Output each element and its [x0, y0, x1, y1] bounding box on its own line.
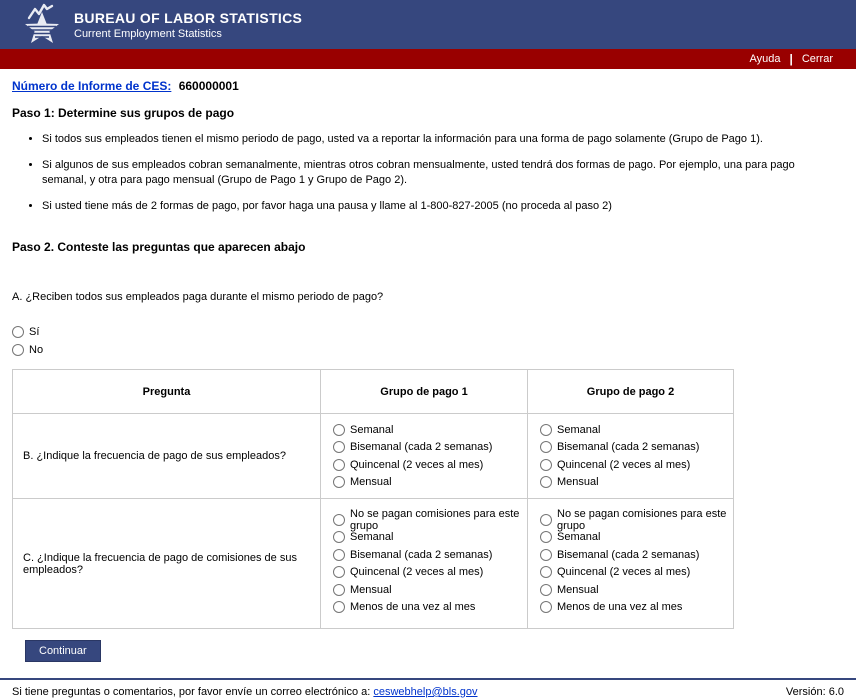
group1-b-options: [321, 414, 528, 499]
radio-label: No se pagan comisiones para este grupo: [557, 507, 727, 532]
radio-label: Bisemanal (cada 2 semanas): [350, 548, 493, 561]
radio-label: Quincenal (2 veces al mes): [350, 566, 484, 579]
radio-label: Bisemanal (cada 2 semanas): [350, 441, 493, 454]
col-header-grupo2: Grupo de pago 2: [528, 370, 734, 414]
radio-g1-c-menos[interactable]: [333, 601, 345, 613]
bullet-item: • Si todos sus empleados tienen el mismo periodo de pago, usted va a reportar la información para una forma de pago solamente (Grupo de Pago 1).: [42, 132, 844, 147]
top-nav-bar: [0, 49, 856, 69]
question-b-label: B. ¿Indique la frecuencia de pago de sus empleados?: [13, 414, 321, 499]
radio-option: [333, 507, 523, 532]
footer-contact-text: Si tiene preguntas o comentarios, por favor envíe un correo electrónico a:: [12, 686, 371, 698]
page-subtitle: Current Employment Statistics: [74, 27, 222, 40]
bullet-item: • Si usted tiene más de 2 formas de pago, por favor haga una pausa y llame al 1-800-827-2005 (no proceda al paso 2): [42, 199, 844, 214]
radio-g1-b-mensual[interactable]: [333, 476, 345, 488]
radio-label: Mensual: [350, 583, 392, 596]
radio-option: [540, 507, 729, 532]
radio-g1-c-bisemanal[interactable]: [333, 549, 345, 561]
radio-label: No se pagan comisiones para este grupo: [350, 507, 520, 532]
table-row-c: [13, 499, 734, 629]
group2-c-options: [528, 499, 734, 629]
radio-option: [540, 439, 729, 457]
page-footer: [0, 680, 856, 698]
radio-option: [333, 421, 523, 439]
radio-label: Quincenal (2 veces al mes): [557, 566, 691, 579]
radio-label: Menos de una vez al mes: [350, 601, 476, 614]
radio-label: Quincenal (2 veces al mes): [557, 458, 691, 471]
radio-option: [540, 546, 729, 564]
radio-label: Semanal: [350, 531, 394, 544]
radio-g2-b-bisemanal[interactable]: [540, 441, 552, 453]
radio-option: [333, 456, 523, 474]
radio-option-no: [12, 344, 844, 356]
radio-option: [333, 439, 523, 457]
col-header-grupo1: Grupo de pago 1: [321, 370, 528, 414]
radio-no-label: No: [29, 344, 44, 356]
page-title: BUREAU OF LABOR STATISTICS: [74, 9, 303, 26]
group1-c-options: [321, 499, 528, 629]
radio-label: Bisemanal (cada 2 semanas): [557, 441, 700, 454]
report-line: [12, 79, 844, 93]
radio-label: Mensual: [557, 476, 599, 489]
radio-si[interactable]: [12, 326, 24, 338]
main-content: [0, 69, 856, 662]
paso1-bullet-list: [12, 132, 844, 214]
radio-label: Mensual: [350, 476, 392, 489]
table-header-row: [13, 370, 734, 414]
radio-option: [333, 581, 523, 599]
radio-g2-c-menos[interactable]: [540, 601, 552, 613]
radio-label: Menos de una vez al mes: [557, 601, 683, 614]
continuar-button[interactable]: Continuar: [25, 640, 101, 662]
col-header-pregunta: Pregunta: [13, 370, 321, 414]
radio-option: [540, 599, 729, 617]
radio-g1-b-quincenal[interactable]: [333, 459, 345, 471]
bullet-item: • Si algunos de sus empleados cobran semanalmente, mientras otros cobran mensualmente, usted tendrá dos formas de pago. Por ejemplo, una para pago semanal, y otra para pago mensual (Grupo de Pago 1 y Grupo de Pago 2).: [42, 158, 844, 188]
radio-label: Semanal: [557, 531, 601, 544]
app-header: [0, 0, 856, 49]
radio-option: [540, 421, 729, 439]
radio-option: [333, 546, 523, 564]
radio-label: Bisemanal (cada 2 semanas): [557, 548, 700, 561]
radio-option: [333, 474, 523, 492]
footer-version: Versión: 6.0: [785, 686, 844, 698]
paso1-heading: Paso 1: Determine sus grupos de pago: [12, 106, 235, 120]
cerrar-link[interactable]: Cerrar: [801, 53, 833, 65]
radio-option: [540, 474, 729, 492]
radio-g1-c-nocomisiones[interactable]: [333, 514, 345, 526]
bls-logo-icon: [22, 2, 62, 47]
radio-option-si: [12, 326, 844, 338]
radio-label: Mensual: [557, 583, 599, 596]
radio-si-label: Sí: [29, 326, 40, 338]
radio-no[interactable]: [12, 344, 24, 356]
radio-label: Quincenal (2 veces al mes): [350, 458, 484, 471]
radio-g2-c-mensual[interactable]: [540, 584, 552, 596]
radio-option: [540, 581, 729, 599]
radio-g2-c-nocomisiones[interactable]: [540, 514, 552, 526]
radio-g2-b-semanal[interactable]: [540, 424, 552, 436]
radio-g1-b-semanal[interactable]: [333, 424, 345, 436]
radio-g2-c-bisemanal[interactable]: [540, 549, 552, 561]
report-number-link[interactable]: Número de Informe de CES:: [12, 79, 172, 93]
question-c-label: C. ¿Indique la frecuencia de pago de comisiones de sus empleados?: [13, 499, 321, 629]
radio-g1-b-bisemanal[interactable]: [333, 441, 345, 453]
radio-label: Semanal: [350, 423, 394, 436]
radio-option: [333, 564, 523, 582]
report-number-value: 660000001: [178, 79, 239, 93]
radio-option: [540, 456, 729, 474]
radio-g1-c-quincenal[interactable]: [333, 566, 345, 578]
radio-label: Semanal: [557, 423, 601, 436]
footer-contact: [12, 686, 478, 698]
question-a-label: A. ¿Reciben todos sus empleados paga durante el mismo periodo de pago?: [12, 291, 384, 303]
paso2-heading: Paso 2. Conteste las preguntas que aparecen abajo: [12, 240, 306, 254]
nav-separator: |: [789, 52, 793, 66]
radio-option: [333, 599, 523, 617]
radio-option: [540, 564, 729, 582]
radio-g2-b-mensual[interactable]: [540, 476, 552, 488]
radio-g2-c-semanal[interactable]: [540, 531, 552, 543]
footer-email-link[interactable]: ceswebhelp@bls.gov: [373, 686, 478, 698]
pay-group-table: [12, 369, 734, 629]
radio-g2-c-quincenal[interactable]: [540, 566, 552, 578]
table-row-b: [13, 414, 734, 499]
radio-g1-c-mensual[interactable]: [333, 584, 345, 596]
radio-g2-b-quincenal[interactable]: [540, 459, 552, 471]
ayuda-link[interactable]: Ayuda: [749, 53, 781, 65]
group2-b-options: [528, 414, 734, 499]
radio-g1-c-semanal[interactable]: [333, 531, 345, 543]
